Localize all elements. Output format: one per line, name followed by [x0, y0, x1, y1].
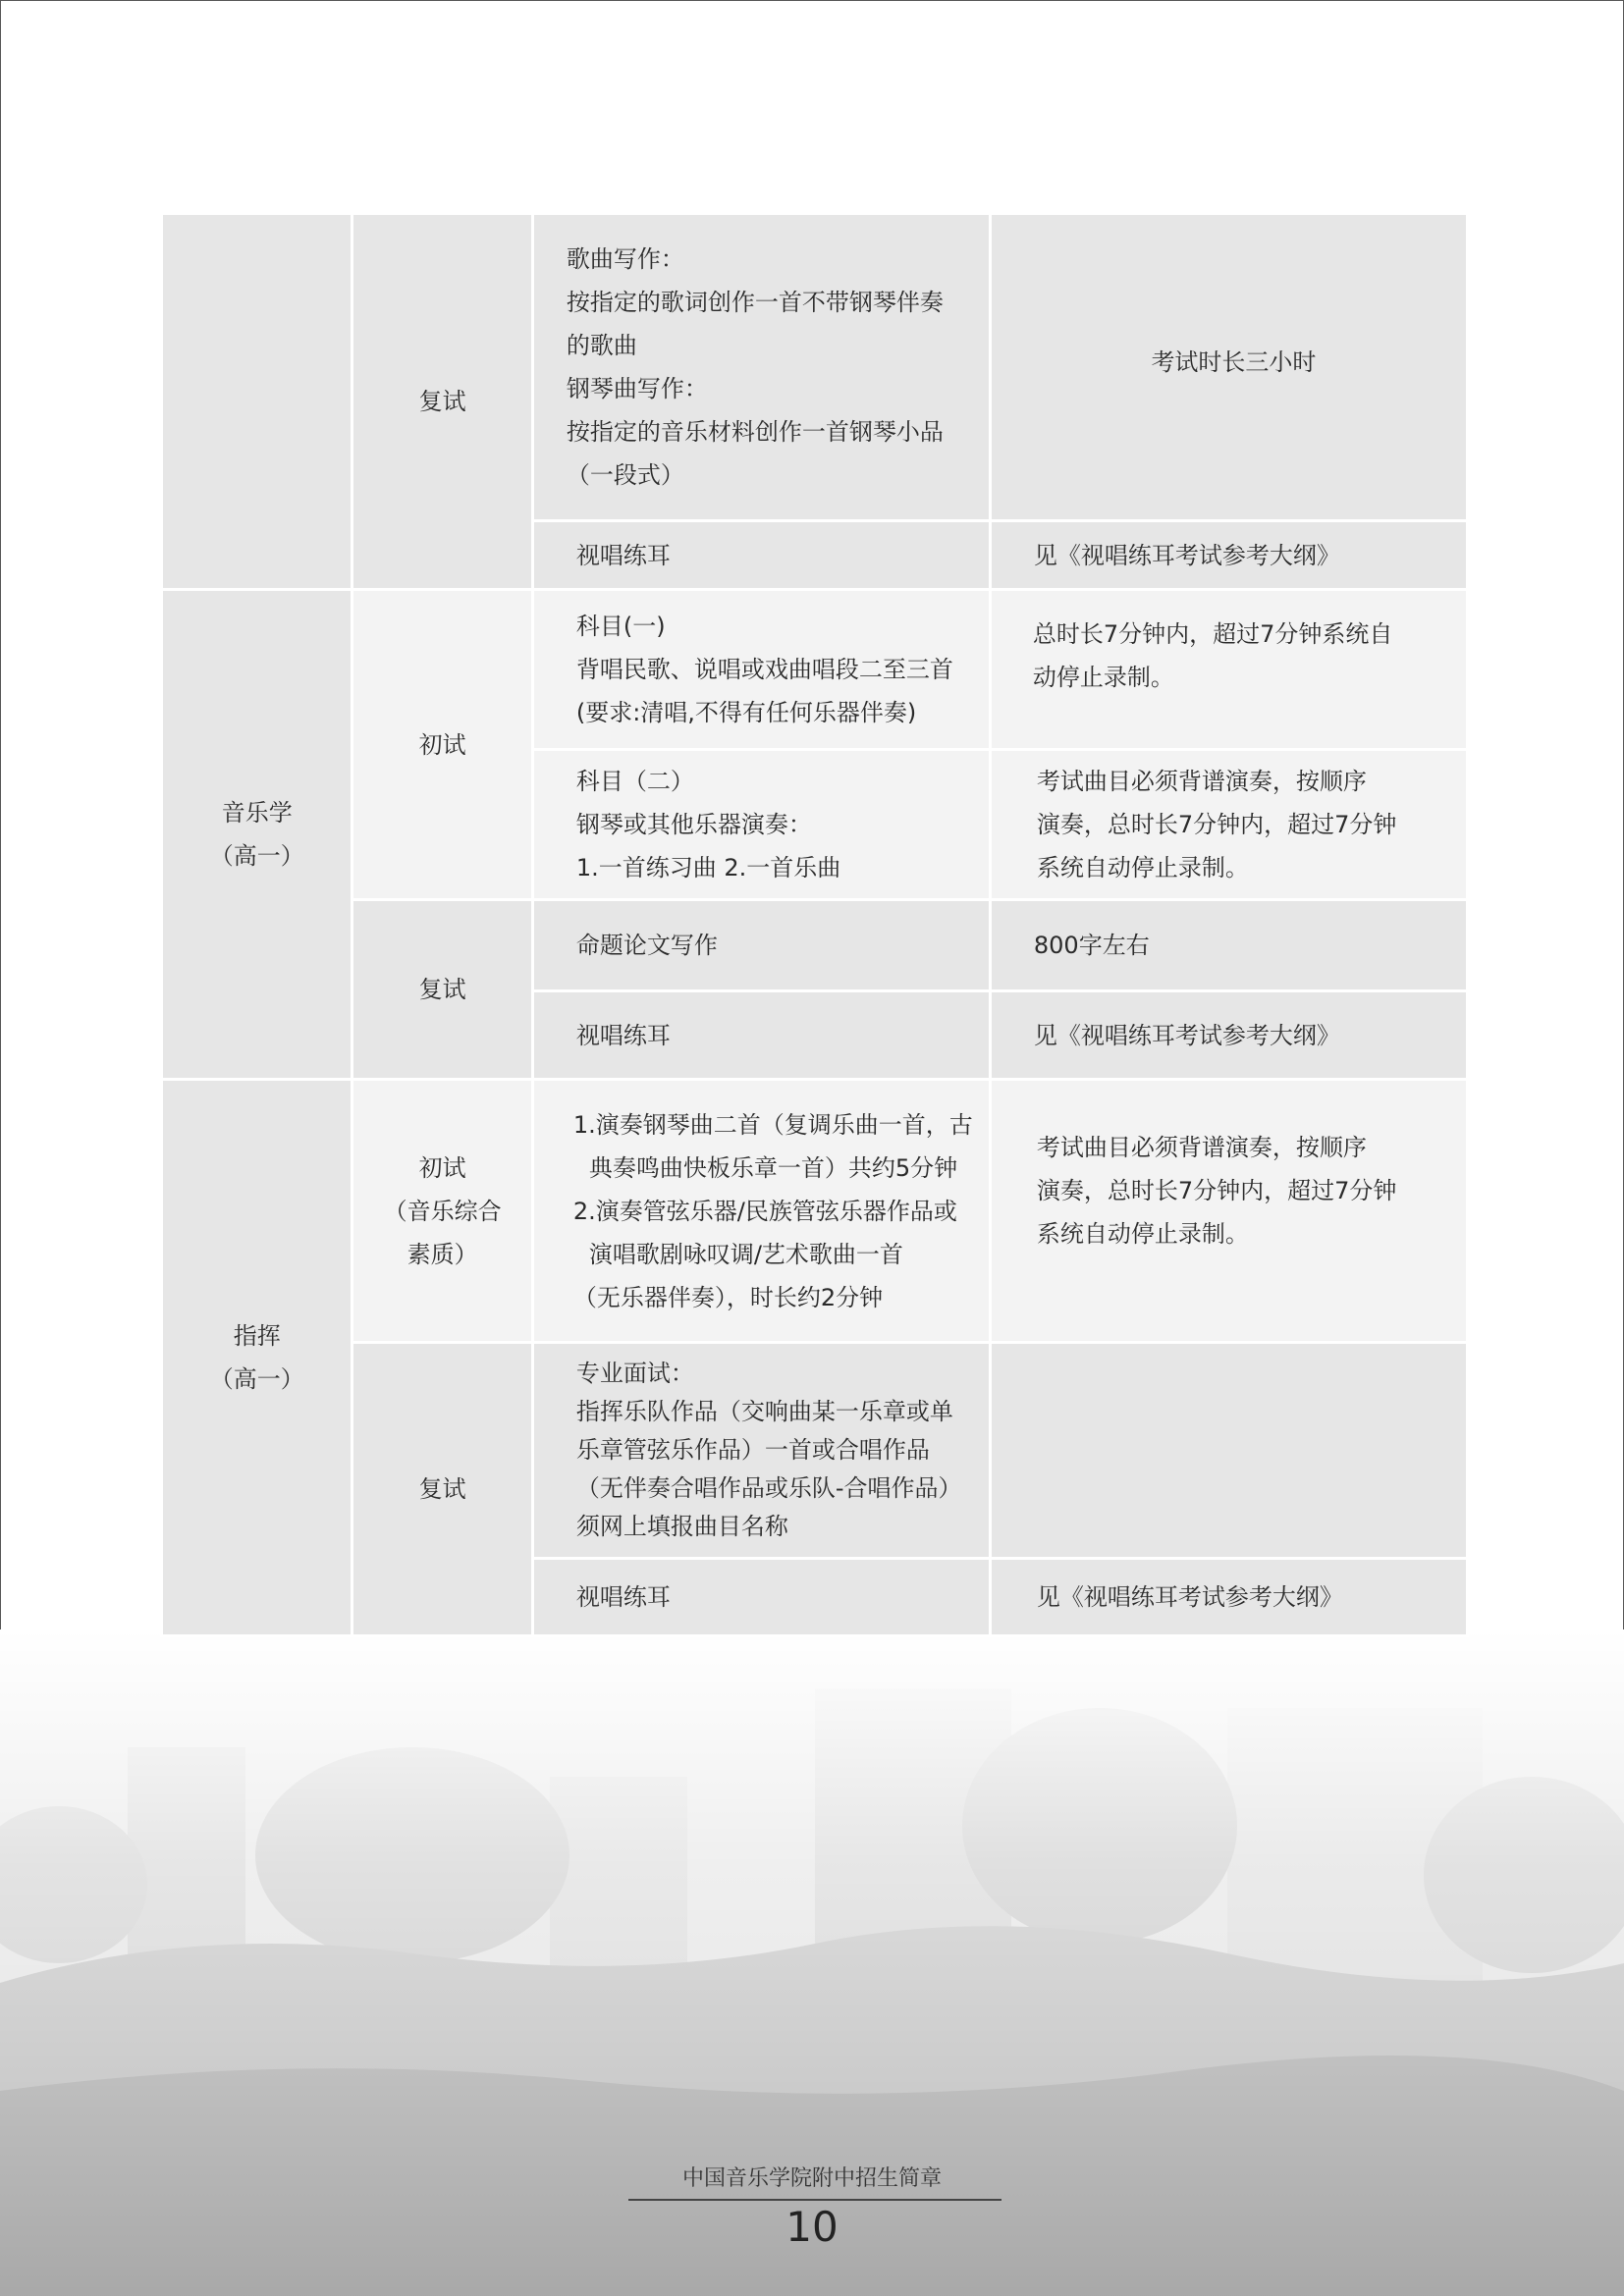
note-cell: [990, 1080, 1467, 1343]
content-cell: [532, 1080, 990, 1343]
content-line: 科目（二）: [575, 768, 694, 795]
content-line: （无乐器伴奏），时长约2分钟: [572, 1283, 884, 1311]
content-line: 歌曲写作：: [566, 245, 684, 273]
retest-label: 复试: [418, 1475, 466, 1503]
background-photo: [0, 1629, 1624, 2296]
stage-label: [352, 1343, 532, 1636]
note-line: 系统自动停止录制。: [1036, 1220, 1249, 1248]
note-cell: [990, 521, 1467, 590]
content-cell: [532, 991, 990, 1080]
initial-label: 初试: [418, 1153, 466, 1182]
note-cell: [990, 900, 1467, 991]
note-line: 演奏，总时长7分钟内，超过7分钟: [1036, 1177, 1397, 1204]
content-line: 指挥乐队作品（交响曲某一乐章或单: [575, 1398, 953, 1425]
major-cell-continued: [162, 214, 352, 590]
content-cell: [532, 900, 990, 991]
retest-label: 复试: [418, 976, 466, 1003]
retest-label: 复试: [418, 388, 466, 415]
content-line: （一段式）: [566, 461, 684, 489]
page-number: 10: [785, 2203, 839, 2251]
note-line: 总时长7分钟内，超过7分钟系统自: [1032, 620, 1393, 648]
exam-requirements-table: [160, 212, 1469, 1637]
content-cell: [532, 1343, 990, 1559]
content-line: 科目(一): [575, 613, 666, 640]
note-text: 800字左右: [1033, 932, 1150, 959]
note-cell: [990, 750, 1467, 900]
note-line: 演奏，总时长7分钟内，超过7分钟: [1036, 811, 1397, 838]
content-line: 须网上填报曲目名称: [575, 1513, 788, 1540]
note-cell: [990, 214, 1467, 521]
footer-title: 中国音乐学院附中招生简章: [681, 2166, 942, 2191]
note-cell: [990, 1559, 1467, 1636]
content-line: 钢琴或其他乐器演奏：: [575, 811, 812, 838]
note-line: 动停止录制。: [1032, 664, 1174, 691]
content-cell: [532, 750, 990, 900]
note-text: 见《视唱练耳考试参考大纲》: [1036, 1583, 1343, 1611]
content-line: 1.一首练习曲 2.一首乐曲: [575, 854, 841, 881]
stage-label: [352, 1080, 532, 1343]
content-cell: [532, 590, 990, 750]
content-line: 2.演奏管弦乐器/民族管弦乐器作品或: [572, 1197, 957, 1225]
content-line: 专业面试：: [575, 1360, 694, 1387]
note-line: 考试曲目必须背谱演奏，按顺序: [1036, 768, 1367, 795]
stage-label: [352, 900, 532, 1080]
content-line: 按指定的音乐材料创作一首钢琴小品: [566, 418, 944, 446]
content-line: 按指定的歌词创作一首不带钢琴伴奏: [566, 289, 944, 316]
content-line: 演唱歌剧咏叹调/艺术歌曲一首: [588, 1240, 903, 1268]
note-line: 系统自动停止录制。: [1036, 854, 1249, 881]
footer-divider: [628, 2199, 1001, 2201]
initial-label: （音乐综合: [383, 1197, 502, 1225]
note-text: 考试时长三小时: [1151, 348, 1317, 376]
content-cell: [532, 214, 990, 521]
note-text: 见《视唱练耳考试参考大纲》: [1033, 1021, 1340, 1049]
note-line: 考试曲目必须背谱演奏，按顺序: [1036, 1134, 1367, 1161]
content-cell: [532, 1559, 990, 1636]
major-name: 指挥: [233, 1322, 281, 1350]
initial-label: 素质）: [406, 1240, 478, 1268]
content-line: 典奏鸣曲快板乐章一首）共约5分钟: [588, 1153, 958, 1182]
content-line: 视唱练耳: [575, 1583, 671, 1611]
content-line: 的歌曲: [566, 332, 637, 359]
initial-label: 初试: [418, 730, 466, 759]
stage-label: [352, 214, 532, 590]
major-grade: （高一）: [209, 842, 304, 870]
note-cell: [990, 991, 1467, 1080]
stage-label: [352, 590, 532, 900]
content-cell: [532, 521, 990, 590]
content-line: 视唱练耳: [575, 1021, 671, 1049]
content-line: 视唱练耳: [575, 541, 671, 569]
note-cell: [990, 1343, 1467, 1559]
content-line: （无伴奏合唱作品或乐队-合唱作品）: [575, 1474, 962, 1502]
content-line: (要求:清唱,不得有任何乐器伴奏): [575, 699, 917, 726]
major-cell-conducting: [162, 1080, 352, 1636]
content-line: 乐章管弦乐作品）一首或合唱作品: [575, 1436, 930, 1464]
content-line: 命题论文写作: [575, 932, 718, 959]
major-grade: （高一）: [209, 1365, 304, 1393]
note-text: 见《视唱练耳考试参考大纲》: [1033, 541, 1340, 569]
major-cell-musicology: [162, 590, 352, 1080]
content-line: 钢琴曲写作：: [566, 375, 708, 402]
note-cell: [990, 590, 1467, 750]
major-name: 音乐学: [221, 799, 293, 827]
content-line: 背唱民歌、说唱或戏曲唱段二至三首: [575, 656, 953, 683]
content-line: 1.演奏钢琴曲二首（复调乐曲一首，古: [572, 1110, 973, 1139]
